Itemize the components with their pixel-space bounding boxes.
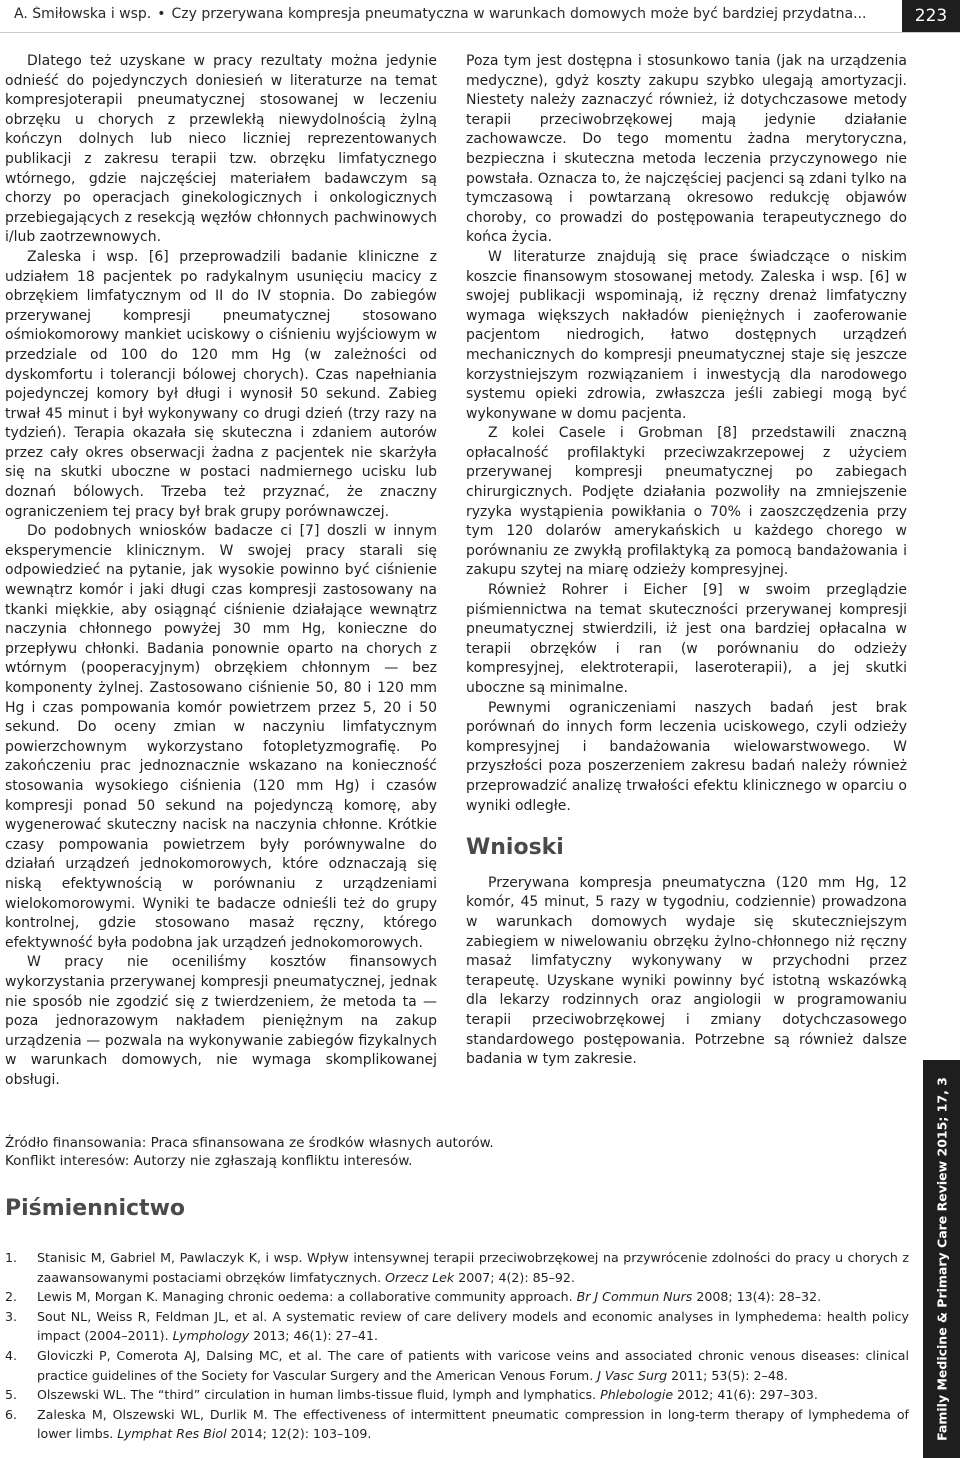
reference-journal: Lymphat Res Biol bbox=[117, 1426, 227, 1442]
right-column bbox=[466, 52, 907, 1070]
reference-number: 2. bbox=[5, 1289, 18, 1305]
reference-text: Olszewski WL. The “third” circulation in human limbs-tissue fluid, lymph and lymphatics. Phlebologie 2012; 41(6): 297–303. bbox=[37, 1387, 818, 1403]
paragraph: Z kolei Casele i Grobman [8] przedstawili znaczną opłacalność profilaktyki przeciwzakrzepowej z użyciem przerywanej kompresji pneumatycznej po zabiegach chirurgicznych. Podjęte działania pozwoliły na zmniejszenie ryzyka wystąpienia powikłania o 70% i zaoszczędzenia przy tym 120 dolarów amerykańskich u każdego chorego w porównaniu ze zwykłą profilaktyką za pomocą bandażowania i zakupu szytej na miarę odzieży kompresyjnej. bbox=[466, 425, 907, 579]
references-heading: Piśmiennictwo bbox=[5, 1196, 186, 1221]
reference-item bbox=[5, 1346, 909, 1385]
reference-text: Sout NL, Weiss R, Feldman JL, et al. A systematic review of care delivery models and economic analyses in lymphedema: health policy impact (2004–2011). Lymphology 2013; 46(1): 27–41. bbox=[37, 1308, 909, 1344]
reference-journal: Br J Commun Nurs bbox=[576, 1289, 693, 1305]
reference-number: 6. bbox=[5, 1406, 18, 1422]
reference-number: 1. bbox=[5, 1250, 18, 1265]
paragraph: Pewnymi ograniczeniami naszych badań jest brak porównań do innych form leczenia uciskowego, czyli odzieży kompresyjnej i bandażowania wielowarstwowego. W przyszłości poza poszerzeniem zakresu badań należy również przeprowadzić analizę trwałości efektu klinicznego w oparciu o wyniki odległe. bbox=[466, 699, 907, 814]
conclusions-heading: Wnioski bbox=[466, 835, 564, 861]
journal-citation: Family Medicine & Primary Care Review 2015; 17, 3 bbox=[934, 1077, 949, 1441]
running-header bbox=[0, 0, 960, 33]
paragraph: W literaturze znajdują się prace świadczące o niskim koszcie finansowym stosowanej metody. Zaleska i wsp. [6] w swojej publikacji wspominają, iż ręczny drenaż limfatyczny wymaga większych nakładów pieniężnych i zaoferowanie pacjentom niedrogich, łatwo dostępnych urządzeń mechanicznych do kompresji pneumatycznej staje się jeszcze korzystniejszym rozwiązaniem i inwestycją dla narodowego systemu opieki zdrowia, zwłaszcza jeśli zabiegi mogą być wykonywane w domu pacjenta. bbox=[466, 248, 907, 422]
reference-item bbox=[5, 1405, 909, 1444]
paragraph: W pracy nie oceniliśmy kosztów finansowych wykorzystania przerywanej kompresji pneumatycznej, jednak nie sposób nie zgodzić się z twierdzeniem, że metoda ta — poza jednorazowym nakładem pieniężnym na zakup urządzenia — pozwala na wykonywanie zabiegów fizykalnych w warunkach domowych, nie wymaga skomplikowanej obsługi. bbox=[5, 954, 437, 1088]
paragraph: Do podobnych wniosków badacze ci [7] doszli w innym eksperymencie klinicznym. W swojej pracy starali się odpowiedzieć na pytanie, jak wysokie powinno być ciśnienie wewnątrz komór i jaki długi czas kompresji zastosowany na tkanki miękkie, aby osiągnąć ciśnienie działające wewnątrz naczynia chłonnego powyżej 30 mm Hg, konieczne do przepływu chłonki. Badania ponownie oparto na chorych z wtórnym (pooperacyjnym) obrzękiem chłonnym — bez komponenty żylnej. Zastosowano ciśnienie 50, 80 i 120 mm Hg i czas pompowania komór powietrzem przez 5, 20 i 50 sekund. Do oceny zmian w naczyniu limfatycznym powierzchownym wykorzystano fotopletyzmografię. Po zakończeniu prac jednoznacznie wskazano na konieczność stosowania wysokiego ciśnienia (120 mm Hg) i czasów kompresji ponad 50 sekund na pojedynczą komorę, aby wygenerować skuteczny nacisk na naczynia chłonne. Krótkie czasy pompowania powietrzem były porównywalne do działań urządzeń jednokomorowych, które odznaczają się niską efektywnością w porównaniu z urządzeniami wielokomorowymi. Wyniki te badacze odnieśli też do grupy kontrolnej, gdzie stosowano masaż ręczny, którego efektywność była podobna jak urządzeń jednokomorowych. bbox=[5, 523, 437, 951]
paragraph: Dlatego też uzyskane w pracy rezultaty można jedynie odnieść do pojedynczych doniesień w literaturze na temat kompresjoterapii pneumatycznej stosowanej w leczeniu obrzęku u chorych z przewlekłą niewydolnością żylną kończyn dolnych lub nieco liczniej reprezentowanych publikacji z zakresu terapii tzw. obrzęku limfatycznego wtórnego, gdzie najczęściej materiałem badawczym są chorzy po operacjach ginekologicznych i onkologicznych przebiegających z resekcją węzłów chłonnych pachwinowych i/lub zaotrzewnowych. bbox=[5, 53, 437, 246]
reference-item bbox=[5, 1385, 909, 1405]
left-column bbox=[5, 52, 437, 1090]
reference-text: Zaleska M, Olszewski WL, Durlik M. The effectiveness of intermittent pneumatic compression in long-term therapy of lymphedema of lower limbs. Lymphat Res Biol 2014; 12(2): 103–109. bbox=[37, 1406, 909, 1442]
paragraph: Zaleska i wsp. [6] przeprowadzili badanie kliniczne z udziałem 18 pacjentek po radykalnym usunięciu macicy z obrzękiem limfatycznym od II do IV stopnia. Do zabiegów przerywanej kompresji pneumatycznej stosowano ośmiokomorowy mankiet uciskowy o ciśnieniu wyjściowym w przedziale od 100 do 120 mm Hg (w zależności od dyskomfortu i tolerancji bólowej chorych). Czas napełniania pojedynczej komory był długi i wynosił 50 sekund. Zabieg trwał 45 minut i był wykonywany co drugi dzień (trzy razy na tydzień). Terapia okazała się skuteczna i zdaniem autorów przez cały okres obserwacji żadna z pacjentek nie skarżyła się na skutki uboczne w postaci nadmiernego ucisku lub doznań bólowych. Trzeba też przyznać, że znaczny ograniczeniem tej pracy był brak grupy porównawczej. bbox=[5, 248, 437, 520]
journal-side-banner bbox=[923, 1060, 960, 1458]
header-authors: A. Śmiłowska i wsp. bbox=[14, 6, 152, 22]
header-bullet: • bbox=[157, 6, 166, 22]
reference-journal: Phlebologie bbox=[600, 1387, 674, 1403]
reference-number: 4. bbox=[5, 1347, 18, 1363]
reference-item bbox=[5, 1307, 909, 1346]
header-text bbox=[14, 6, 894, 22]
reference-number: 3. bbox=[5, 1308, 18, 1324]
page-number: 223 bbox=[902, 0, 960, 32]
header-title: Czy przerywana kompresja pneumatyczna w warunkach domowych może być bardziej przydatna... bbox=[171, 6, 867, 22]
reference-journal: Lymphology bbox=[172, 1328, 250, 1344]
reference-text: Lewis M, Morgan K. Managing chronic oedema: a collaborative community approach. Br J Commun Nurs 2008; 13(4): 28–32. bbox=[37, 1289, 822, 1305]
reference-item bbox=[5, 1287, 909, 1307]
conflict-of-interest: Konflikt interesów: Autorzy nie zgłaszają konfliktu interesów. bbox=[5, 1153, 413, 1169]
paragraph: Również Rohrer i Eicher [9] w swoim przeglądzie piśmiennictwa na temat skuteczności przerywanej kompresji pneumatycznej stwierdzili, iż jest ona bardziej opłacalna w terapii obrzęków i ran (w porównaniu do odzieży kompresyjnej, elektroterapii, laseroterapii), a jej skutki uboczne są minimalne. bbox=[466, 582, 907, 696]
reference-journal: Orzecz Lek bbox=[385, 1269, 455, 1285]
references-list bbox=[5, 1248, 909, 1444]
funding-source: Źródło finansowania: Praca sfinansowana ze środków własnych autorów. bbox=[5, 1135, 494, 1151]
funding-note bbox=[5, 1134, 905, 1170]
reference-text: Gloviczki P, Comerota AJ, Dalsing MC, et al. The care of patients with varicose veins and associated chronic venous diseases: clinical practice guidelines of the Society for Vascular Surgery and the American Venous Forum. J Vasc Surg 2011; 53(5): 2–48. bbox=[37, 1347, 909, 1383]
reference-item bbox=[5, 1248, 909, 1287]
reference-number: 5. bbox=[5, 1387, 18, 1403]
reference-text: Stanisic M, Gabriel M, Pawlaczyk K, i wsp. Wpływ intensywnej terapii przeciwobrzękowej na przywrócenie zdolności do pracy u chorych z zaawansowanymi postaciami obrzęków limfatycznych. Orzecz Lek 2007; 4(2): 85–92. bbox=[37, 1250, 909, 1285]
paragraph: Poza tym jest dostępna i stosunkowo tania (jak na urządzenia medyczne), gdyż koszty zakupu szybko ulegają amortyzacji. Niestety należy zaznaczyć również, iż dotychczasowe metody terapii przeciwobrzękowej mają jedynie działanie zachowawcze. Do tego momentu żadna merytoryczna, bezpieczna i skuteczna metoda leczenia przyczynowego nie powstała. Oznacza to, że najczęściej pacjenci są zdani tylko na tymczasową i powtarzaną okresowo redukcję objawów choroby, co prowadzi do postępowania terapeutycznego do końca życia. bbox=[466, 53, 907, 246]
conclusions-paragraph: Przerywana kompresja pneumatyczna (120 mm Hg, 12 komór, 45 minut, 5 razy w tygodniu, codziennie) prowadzona w warunkach domowych wydaje się skuteczniejszym zabiegiem w niwelowaniu obrzęku żylno-chłonnego niż ręczny masaż limfatyczny wykonywany w przychodni przez terapeutę. Uzyskane wyniki powinny być istotną wskazówką dla lekarzy rodzinnych oraz angiologii w programowaniu terapii przeciwobrzękowej i zmiany dotychczasowego standardowego postępowania. Potrzebne są również dalsze badania w tym zakresie. bbox=[466, 874, 907, 1068]
reference-journal: J Vasc Surg bbox=[597, 1367, 668, 1383]
